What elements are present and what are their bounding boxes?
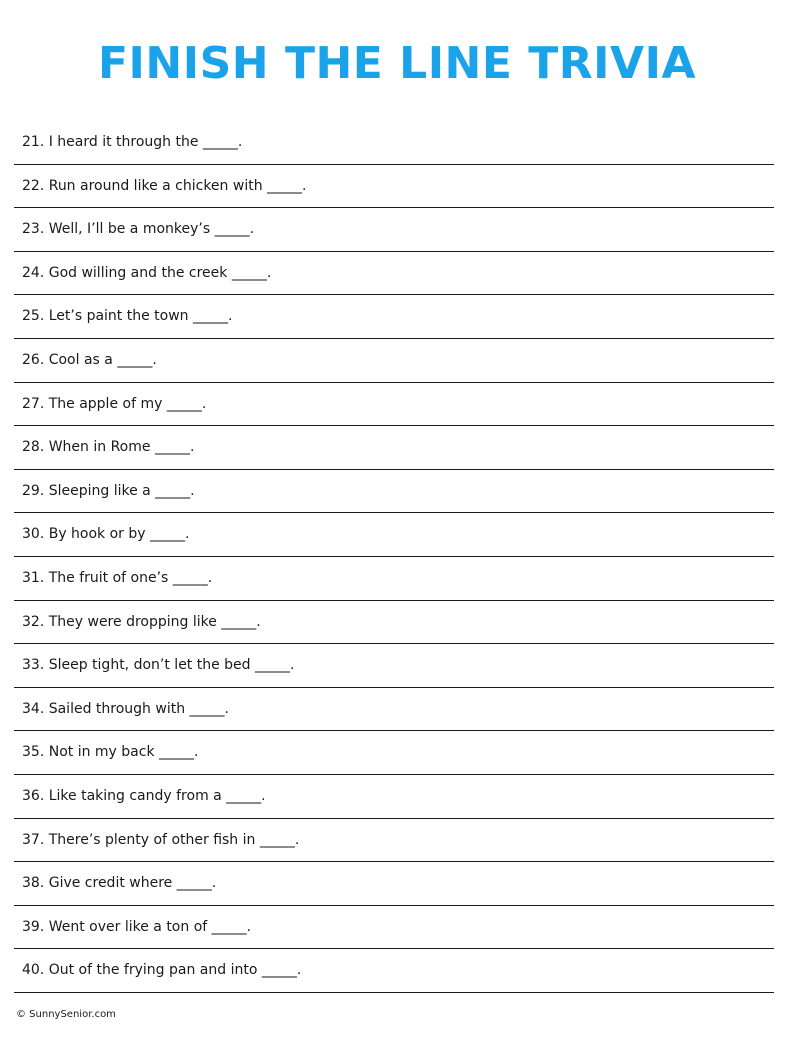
trivia-question: 32. They were dropping like _____. <box>22 613 261 630</box>
trivia-question: 35. Not in my back _____. <box>22 744 199 761</box>
list-item <box>14 383 774 427</box>
trivia-question: 24. God willing and the creek _____. <box>22 264 272 281</box>
list-item <box>14 862 774 906</box>
list-item <box>14 252 774 296</box>
trivia-question: 30. By hook or by _____. <box>22 526 190 543</box>
trivia-question: 22. Run around like a chicken with _____. <box>22 177 307 194</box>
page-title: FINISH THE LINE TRIVIA <box>97 38 697 89</box>
list-item <box>14 688 774 732</box>
list-item <box>14 208 774 252</box>
trivia-question: 29. Sleeping like a _____. <box>22 482 195 499</box>
trivia-question: 34. Sailed through with _____. <box>22 700 229 717</box>
trivia-question: 25. Let’s paint the town _____. <box>22 308 233 325</box>
list-item <box>14 644 774 688</box>
trivia-question: 21. I heard it through the _____. <box>22 134 243 150</box>
trivia-question: 39. Went over like a ton of _____. <box>22 918 252 935</box>
trivia-question: 37. There’s plenty of other fish in _____. <box>22 831 300 848</box>
trivia-question: 40. Out of the frying pan and into _____. <box>22 962 302 979</box>
list-item <box>14 949 774 993</box>
list-item <box>14 426 774 470</box>
list-item <box>14 906 774 950</box>
list-item <box>14 339 774 383</box>
trivia-question: 38. Give credit where _____. <box>22 875 217 892</box>
list-item <box>14 775 774 819</box>
list-item <box>14 165 774 209</box>
copyright-footer: © SunnySenior.com <box>16 1009 116 1020</box>
list-item <box>14 557 774 601</box>
trivia-list <box>14 121 774 993</box>
trivia-question: 31. The fruit of one’s _____. <box>22 569 213 586</box>
list-item <box>14 470 774 514</box>
trivia-question: 33. Sleep tight, don’t let the bed _____. <box>22 657 295 674</box>
trivia-question: 27. The apple of my _____. <box>22 395 207 412</box>
list-item <box>14 513 774 557</box>
trivia-question: 26. Cool as a _____. <box>22 351 157 368</box>
list-item <box>14 819 774 863</box>
list-item <box>14 601 774 645</box>
trivia-question: 36. Like taking candy from a _____. <box>22 787 266 804</box>
list-item <box>14 121 774 165</box>
list-item <box>14 295 774 339</box>
trivia-question: 28. When in Rome _____. <box>22 439 195 456</box>
trivia-question: 23. Well, I’ll be a monkey’s _____. <box>22 221 255 238</box>
list-item <box>14 731 774 775</box>
